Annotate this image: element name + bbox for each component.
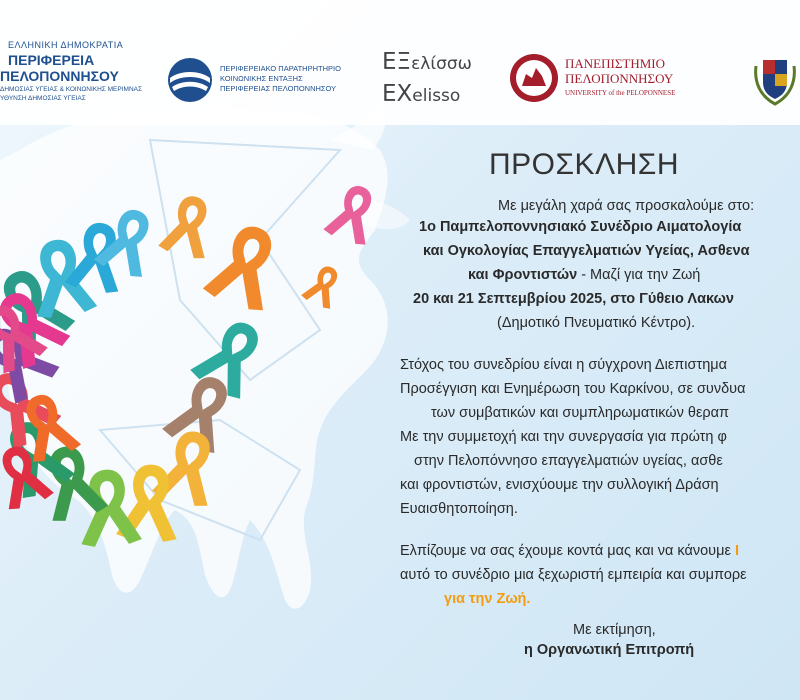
aim-line-7: Ευαισθητοποίηση. bbox=[400, 501, 518, 517]
aim-line-1: Στόχος του συνεδρίου είναι η σύγχρονη Διεπιστημα bbox=[400, 357, 728, 373]
aim-line-5: στην Πελοπόννησο επαγγελματιών υγείας, ασθε bbox=[414, 453, 723, 469]
exelisso-prefix-1: ΕΞ bbox=[382, 49, 412, 75]
exelisso-word-2: elisso bbox=[412, 86, 461, 106]
region-logo-line1: ΕΛΛΗΝΙΚΗ ΔΗΜΟΚΡΑΤΙΑ bbox=[8, 40, 124, 50]
closing-text: Με εκτίμηση, bbox=[573, 622, 656, 638]
conference-title-line3 bbox=[468, 266, 700, 284]
university-line3: UNIVERSITY of the PELOPONNESE bbox=[565, 89, 676, 97]
invitation-title: ΠΡΟΣΚΛΗΣΗ bbox=[489, 148, 679, 181]
university-line1: ΠΑΝΕΠΙΣΤΗΜΙΟ bbox=[565, 56, 665, 71]
region-logo-line5: ΥΘΥΝΣΗ ΔΗΜΟΣΙΑΣ ΥΓΕΙΑΣ bbox=[0, 95, 86, 102]
hope-line-1-text: Ελπίζουμε να σας έχουμε κοντά μας και να κάνουμε bbox=[400, 543, 731, 559]
region-logo-line3: ΠΕΛΟΠΟΝΝΗΣΟΥ bbox=[0, 68, 119, 84]
conference-title-line1: 1ο Παμπελοποννησιακό Συνέδριο Αιματολογία bbox=[419, 219, 742, 235]
region-logo-line4: ΔΗΜΟΣΙΑΣ ΥΓΕΙΑΣ & ΚΟΙΝΩΝΙΚΗΣ ΜΕΡΙΜΝΑΣ bbox=[0, 86, 142, 93]
hope-line-3-accent: για την Ζωή. bbox=[444, 591, 531, 607]
observatory-line2: ΚΟΙΝΩΝΙΚΗΣ ΕΝΤΑΞΗΣ bbox=[220, 74, 303, 83]
hope-line-1 bbox=[400, 542, 739, 560]
university-line2: ΠΕΛΟΠΟΝΝΗΣΟΥ bbox=[565, 71, 674, 86]
aim-line-2: Προσέγγιση και Ενημέρωση του Καρκίνου, σε συνδυα bbox=[400, 381, 746, 397]
conference-dates: 20 και 21 Σεπτεμβρίου 2025, στο Γύθειο Λακων bbox=[413, 291, 734, 307]
aim-line-6: και φροντιστών, ενισχύουμε την συλλογική Δράση bbox=[400, 477, 719, 493]
invitation-intro: Με μεγάλη χαρά σας προσκαλούμε στο: bbox=[498, 198, 755, 214]
hope-line-2: αυτό το συνέδριο μια ξεχωριστή εμπειρία και συμπορε bbox=[400, 567, 747, 583]
hope-line-1-accent: Ι bbox=[734, 543, 739, 559]
signature: η Οργανωτική Επιτροπή bbox=[524, 642, 695, 658]
conference-title-line3-bold: και Φροντιστών bbox=[468, 267, 578, 283]
observatory-line1: ΠΕΡΙΦΕΡΕΙΑΚΟ ΠΑΡΑΤΗΡΗΤΗΡΙΟ bbox=[220, 64, 341, 73]
conference-title-line3-rest: - Μαζί για την Ζωή bbox=[577, 267, 701, 283]
region-logo-line2: ΠΕΡΙΦΕΡΕΙΑ bbox=[8, 52, 95, 68]
exelisso-prefix-2: ΕΧ bbox=[382, 81, 413, 107]
conference-title-line2: και Ογκολογίας Επαγγελματιών Υγείας, Ασθενα bbox=[423, 243, 750, 259]
aim-line-3: των συμβατικών και συμπληρωματικών θεραπ bbox=[431, 405, 730, 421]
exelisso-word-1: ελίσσω bbox=[411, 54, 472, 74]
aim-line-4: Με την συμμετοχή και την συνεργασία για πρώτη φ bbox=[400, 429, 727, 445]
observatory-line3: ΠΕΡΙΦΕΡΕΙΑΣ ΠΕΛΟΠΟΝΝΗΣΟΥ bbox=[220, 84, 337, 93]
conference-venue: (Δημοτικό Πνευματικό Κέντρο). bbox=[497, 315, 696, 331]
